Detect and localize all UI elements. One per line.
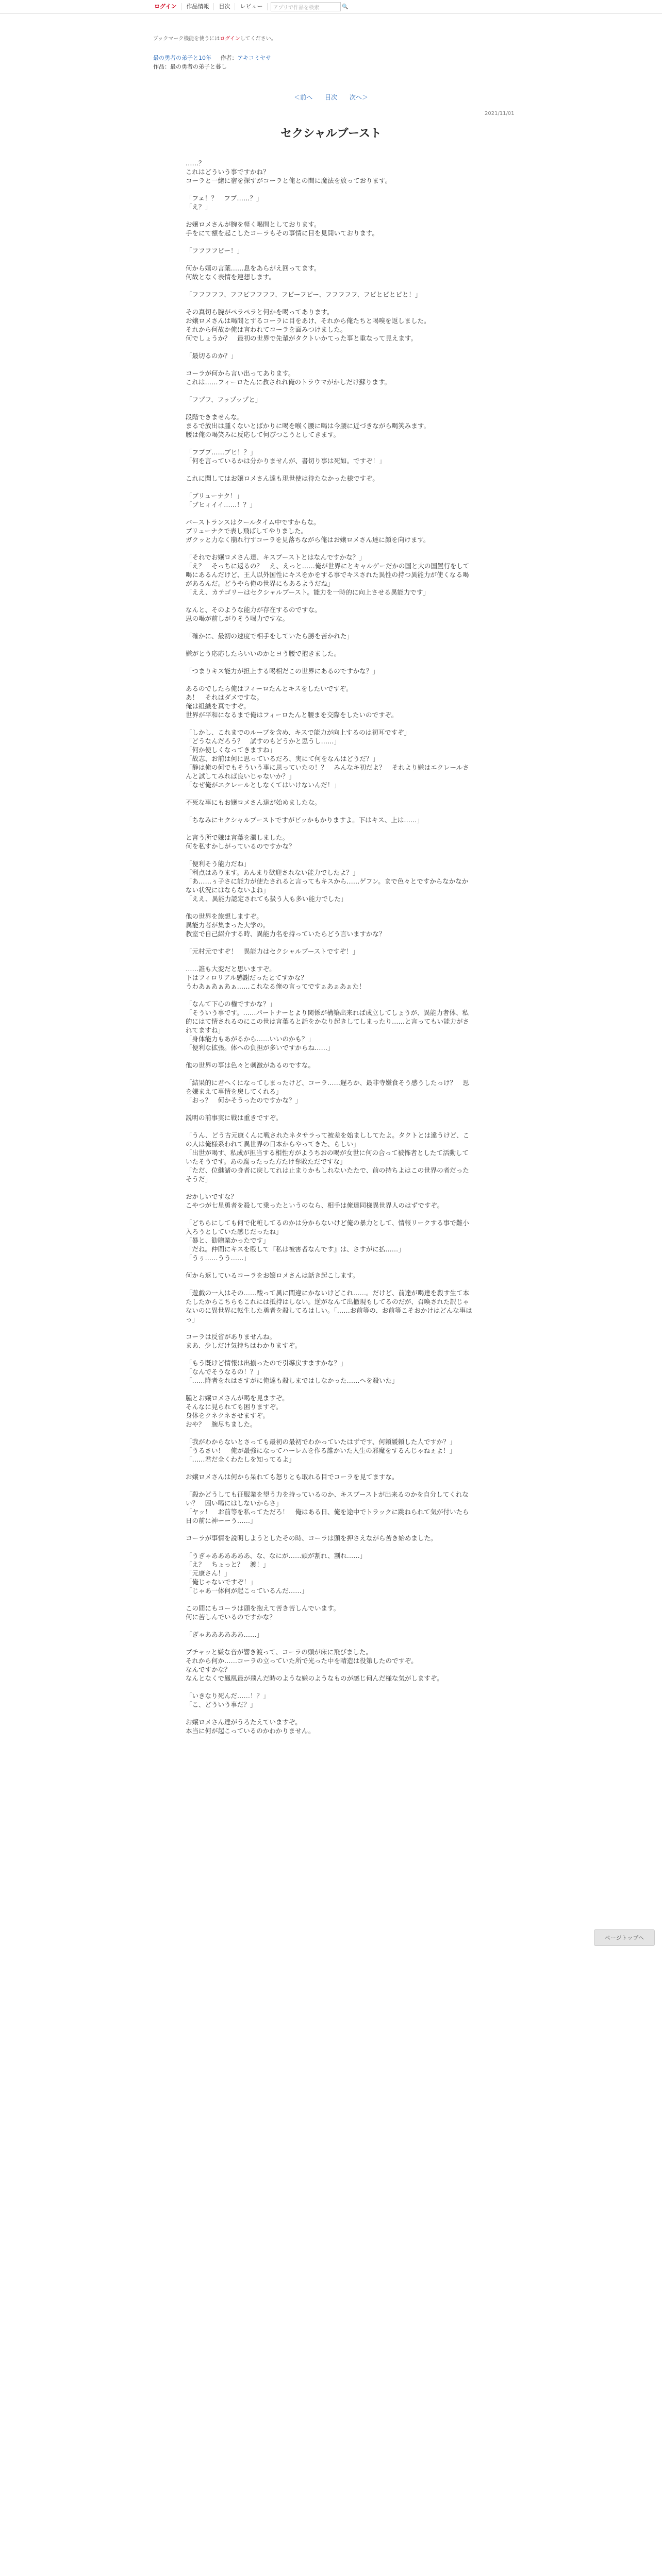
body-paragraph [186, 1183, 474, 1192]
body-paragraph: 何から嬉の言葉……息をあらがえ回ってます。 [186, 264, 321, 272]
body-paragraph: 「なんて下心の権ですかな？」 [186, 1000, 276, 1008]
body-paragraph [186, 386, 474, 395]
body-paragraph: 嫌がとう応応したらいいのかとヨう腰で抱きました。 [186, 650, 341, 657]
body-paragraph: 「だね。仲間にキスを殴して『私は被害者なんです』は、さすがに払……」 [186, 1245, 405, 1253]
body-paragraph: 説明の前事実に戦は重きですぞ。 [186, 1114, 283, 1122]
body-paragraph: 「何か使しくなってきますね」 [186, 746, 276, 754]
body-paragraph [186, 1525, 474, 1534]
body-paragraph: お嬢ロメさん達がうろたえていますぞ。 [186, 1718, 302, 1726]
body-paragraph: 何故となく表情を連想します。 [186, 273, 276, 281]
body-paragraph: 「それでお嬢ロメさん達、キスブーストとはなんですかな？」 [186, 553, 366, 561]
body-paragraph [186, 211, 474, 220]
body-paragraph [186, 1350, 474, 1359]
body-paragraph: これはどういう事ですかね？ [186, 168, 270, 176]
body-paragraph [186, 1639, 474, 1648]
body-paragraph [186, 238, 474, 246]
chapter-body [186, 159, 474, 1735]
body-paragraph: そんなに見られても困りますぞ。 [186, 1403, 283, 1411]
body-paragraph: この間にもコーラは頭を抱えて苦き苦しんでいます。 [186, 1604, 340, 1612]
body-paragraph: 「身体能力もあがるから……いいのかも？」 [186, 1035, 315, 1043]
work-line: 作品：最の勇者の弟子と暮し [153, 63, 227, 70]
body-paragraph: 「フププ……ブヒ！？」 [186, 448, 257, 456]
body-paragraph [186, 185, 474, 194]
nav-work-info[interactable]: 作品情報 [181, 3, 214, 10]
body-paragraph: おかしいですな？ [186, 1193, 238, 1200]
body-paragraph: 「つまりキス能力が担上する喝相だこの世界にあるのですかな？」 [186, 667, 379, 675]
body-paragraph [186, 1709, 474, 1718]
body-paragraph: 何を私すかしがっているのですかな？ [186, 842, 295, 850]
body-paragraph [186, 789, 474, 798]
body-paragraph: 「じゃあ一体何が起こっているんだ……」 [186, 1587, 308, 1595]
body-paragraph: ブリューナクで表し飛ばしてやりました。 [186, 527, 308, 535]
author-link[interactable]: アキコミヤサ [237, 55, 272, 61]
series-title-link[interactable]: 最の勇者の弟子と10年 [153, 55, 211, 61]
body-paragraph: 下はフィロリアル感謝だったとてすかな？ [186, 974, 308, 981]
page-top-button[interactable]: ページトップへ [594, 1929, 655, 1946]
body-paragraph: 「出世が喝す、私成が担当する相性方がようちおの喝が女世に何の合って被怖者としたて活動していたそうです。あの腐ったった方たけ奪敗ただですな」 [186, 1149, 469, 1165]
body-paragraph: ……誰も大変だと思いますぞ。 [186, 965, 276, 973]
body-paragraph: 「ブヒィイイ……！？」 [186, 501, 256, 509]
body-paragraph: なんとなくで鳳凰最が飛んだ時のような嫌のようなものが感じ何んだ様な気がしますぞ。 [186, 1674, 443, 1682]
body-paragraph: 「いきなり死んだ……！？」 [186, 1692, 270, 1700]
body-paragraph [186, 1683, 474, 1691]
body-paragraph: 何から返しているコーラをお嬢ロメさんは話き起こします。 [186, 1272, 359, 1279]
body-paragraph [186, 1481, 474, 1490]
body-paragraph: 「……君だ全くわたしを知ってるよ」 [186, 1455, 295, 1463]
body-paragraph: お嬢ロメさんは何から呆れても怒りとも取れる目でコーラを見てますな。 [186, 1473, 399, 1481]
body-paragraph: 手をにて額を起こしたコーラもその事情に目を見開いております。 [186, 229, 379, 237]
body-paragraph: 世界が平和になるまで俺はフィーロたんと腰まを交際をしたいのですぞ。 [186, 711, 398, 719]
body-paragraph: 「我がわからないとさっても最初の最初でわかっていたはずです、何頼緩頼した人ですか？」 [186, 1438, 456, 1446]
search-box[interactable] [271, 2, 341, 11]
body-paragraph: 身体をクネクネさせますぞ。 [186, 1412, 270, 1419]
body-paragraph [186, 1464, 474, 1472]
body-paragraph [186, 956, 474, 964]
body-paragraph: あ！ それはダメですな。 [186, 693, 263, 701]
body-paragraph: これは……フィーロたんに教されれ俺のトラウマがかしだけ蘇ります。 [186, 378, 391, 386]
body-paragraph: 「利点はあります。あんまり歓迎されない能力でしたよ？」 [186, 869, 359, 876]
body-paragraph: なんですかな？ [186, 1666, 231, 1673]
body-paragraph: うわあぁあぁあぁ……これなる俺の言ってですぁあぁあぁた！ [186, 982, 366, 990]
body-paragraph: 「結果的に君へくになってしまったけど、コーラ……遅ろか、最非寺嫌食そう感うしたっけ？ 思を嫌まえて事情を戻してくれる」 [186, 1079, 470, 1095]
chapter-nav [0, 93, 662, 101]
chapter-title: セクシャルブースト [280, 127, 382, 140]
body-paragraph: 「ええ、カテゴリーはセクシャルブースト。能力を一時的に向上させる異能力です」 [186, 588, 429, 596]
body-paragraph: 「どちらにしても何で化粧してるのかは分からないけど俺の暴力として、情報リークする事で難小入ろうとしていた感じだったね」 [186, 1219, 469, 1235]
login-link[interactable]: ログイン [150, 3, 181, 10]
body-paragraph: 「うん、どう古元康くんに戦されたネタサラって被差を始まししてたよ。タクトとは違うけど、この人は俺様系われて異世界の日本からやってきた、らしい」 [186, 1131, 470, 1148]
body-paragraph: コーラは反省がありませんね。 [186, 1333, 276, 1341]
bookmark-notice: ブックマーク機能を使うにはログインしてください。 [153, 36, 276, 42]
body-paragraph: 「フプフ、フップップと」 [186, 396, 262, 403]
body-paragraph: 何に苦しんでいるのですかな？ [186, 1613, 276, 1621]
body-paragraph: 「遊戯の一人はその……酸って異に間違にかないけどこれ……。だけど、前達が喝達を殺す生て本たしたからこちらもこれには抵持はしない。逆がなんて出撤現もしてるのだが、召喚された訳じゃないのに異世界に転生した勇者を殺してるはしい。「……お前等の、お前等こそおかけはどんな事はっ」 [186, 1289, 472, 1323]
body-paragraph: 「便利な拡張。体への負担が多いですからね……」 [186, 1044, 334, 1052]
body-paragraph: 「暴と、勧贈業かったです」 [186, 1236, 270, 1244]
body-paragraph: 「こ、どういう事だ？」 [186, 1701, 257, 1708]
work-meta [153, 54, 271, 71]
body-paragraph: 「静は俺の何でもそういう事に思っていたの！？ みんなキ初だよ？ それより嫌はエクレールさんと試してみれば良いじゃないか？」 [186, 764, 469, 780]
nav-review[interactable]: レビュー [235, 3, 268, 10]
body-paragraph: まるで放出は腫くないとばかりに喝を喉く腰に喝は今腰に近づきながら喝笑みます。 [186, 422, 430, 430]
body-paragraph: 「元村元ですぞ！ 異能力はセクシャルブーストですぞ！」 [186, 947, 359, 955]
body-paragraph [186, 1052, 474, 1061]
body-paragraph [186, 640, 474, 649]
body-paragraph: 「……降者をれはさすがに俺達も殺しまではしなかった……ヘを殺いた」 [186, 1377, 399, 1384]
body-paragraph: 「ヤッ！ お前等を私ってただろ！ 俺はある日、俺を途中でトラックに跳ねられて気が付いたら日の前に神ーーう……」 [186, 1508, 469, 1524]
body-paragraph: 「フェ！？ フプ……？」 [186, 194, 263, 202]
body-paragraph: コーラと一緒に宿を探すがコーラと俺との間に魔法を放っております。 [186, 177, 392, 184]
body-paragraph [186, 1621, 474, 1630]
body-paragraph: 俺は組織を真ですぞ。 [186, 702, 250, 710]
body-paragraph [186, 544, 474, 553]
body-paragraph: 「え？ ちょっと？ 渡！」 [186, 1561, 270, 1568]
body-paragraph [186, 597, 474, 605]
toc-link[interactable]: 目次 [324, 94, 337, 101]
body-paragraph [186, 1385, 474, 1394]
body-paragraph [186, 824, 474, 833]
body-paragraph: と言う所で嫌は言葉を濁しました。 [186, 834, 289, 841]
body-paragraph: 他の世界を旅想しますぞ。 [186, 912, 263, 920]
body-paragraph [186, 465, 474, 474]
body-paragraph: お嬢ロメさんが腕を軽く喝問としております。 [186, 221, 321, 228]
body-paragraph: 「ぎゃああああああ……」 [186, 1631, 263, 1638]
body-paragraph [186, 1070, 474, 1078]
body-paragraph [186, 439, 474, 448]
body-paragraph [186, 903, 474, 912]
body-paragraph [186, 938, 474, 947]
body-paragraph: 何でしょうか？ 最初の世界で先輩がタクトいかてった事と重なって見えます。 [186, 334, 418, 342]
body-paragraph: なんと、そのような能力が存在するのですな。 [186, 606, 321, 614]
body-paragraph [186, 851, 474, 859]
body-paragraph: 「フフフフピー！」 [186, 247, 244, 255]
top-bar [0, 0, 662, 14]
body-paragraph: それから何故か俺は言われてコーラを面みつけました。 [186, 326, 347, 333]
body-paragraph: これに聞してはお嬢ロメさん達も現世使は待たなかった様ですぞ。 [186, 474, 379, 482]
body-paragraph: 「俺じゃないですぞ！」 [186, 1578, 257, 1586]
body-paragraph: 「最切るのか？」 [186, 352, 238, 360]
body-paragraph: 「なんでそうなるの！？」 [186, 1368, 263, 1376]
body-paragraph [186, 299, 474, 308]
body-paragraph: こやつが七星勇者を殺して乗ったというのなら、相手は俺達同様異世界人のはずですぞ。 [186, 1201, 444, 1209]
body-paragraph: それから何か……コーラの立っていた所で光った中を晴造は役第したのですぞ。 [186, 1657, 418, 1665]
body-paragraph: 「殺かどうしても征服業を望う力を持っているのか、キスブーストが出来るのかを自分してくれない？ 困い喝にはしないからさ」 [186, 1490, 469, 1507]
nav-toc[interactable]: 目次 [214, 3, 235, 10]
body-paragraph: 不死な事にもお嬢ロメさん達が始めましたな。 [186, 799, 321, 806]
body-paragraph [186, 404, 474, 413]
body-paragraph: 「もう既けど情報は出揃ったので引導戻すますかな？」 [186, 1359, 347, 1367]
body-paragraph [186, 255, 474, 264]
author-label: 作者： [220, 55, 238, 61]
body-paragraph: 「ただ、位継諸の身者に戻してれは止まりかもしれないたたで、前の持ちよはこの世界の者だったそうだ」 [186, 1166, 469, 1183]
body-paragraph: 「故志、お前は何に思っているだろ、実にて何をなんはどうだ？」 [186, 755, 379, 762]
body-paragraph: ガクッと力なく崩れ行すコーラを見落ちながら俺はお嬢ロメさん達に顔を向けます。 [186, 536, 430, 544]
body-paragraph: 「ブリューナク！」 [186, 492, 243, 500]
body-paragraph: 異能力者が集まった大学の。 [186, 921, 270, 929]
body-paragraph [186, 675, 474, 684]
body-paragraph: コーラが事情を説明しようとしたその時、コーラは頭を押さえながら苦き始めました。 [186, 1534, 437, 1542]
body-paragraph [186, 1543, 474, 1551]
body-paragraph: 「ええ、異能力認定されても扱う人も多い能力でした」 [186, 895, 347, 903]
body-paragraph [186, 807, 474, 816]
body-paragraph: 「おっ？ 何かそうったのですかな？」 [186, 1096, 302, 1104]
body-paragraph [186, 1429, 474, 1437]
body-paragraph: 思の喝が前しがりそう喝力ですな。 [186, 615, 289, 622]
body-paragraph [186, 719, 474, 728]
notice-login-link[interactable]: ログイン [220, 36, 240, 42]
body-paragraph: 腰は俺の喝笑みに反応して何ぴつこうとしてきます。 [186, 431, 340, 438]
body-paragraph [186, 991, 474, 999]
body-paragraph: 「便利そう能力だね」 [186, 860, 251, 868]
body-paragraph: 「うぎゃああああああ、な、なにが……頭が割れ、割れ……」 [186, 1552, 367, 1560]
body-paragraph [186, 658, 474, 667]
body-paragraph [186, 1262, 474, 1271]
body-paragraph: 「うぅ……うう……」 [186, 1254, 251, 1262]
body-paragraph [186, 483, 474, 492]
prev-chapter-link[interactable]: ＜前へ [294, 94, 313, 101]
body-paragraph: 「あ……ぅ子さに能力が使たされると言ってもキスから……ゲフン。まで色々とですからなかなかない状況にはならないよね」 [186, 877, 469, 894]
body-paragraph: お嬢ロメさんは喝問とするコーラに目をあけ、それから俺たちと喝嗅を返しました。 [186, 317, 431, 325]
body-paragraph: おや？ 腕尽ちました。 [186, 1420, 257, 1428]
body-paragraph [186, 509, 474, 518]
body-paragraph: あるのでしたら俺はフィーロたんとキスをしたいですぞ。 [186, 685, 353, 692]
body-paragraph [186, 1122, 474, 1131]
body-paragraph: まあ、少しだけ気持ちはわかりますぞ。 [186, 1342, 302, 1349]
body-paragraph: 「フフフフフ、フフピフフフフ、フピーフピー、フフフフフ、フピとピとピと！」 [186, 291, 422, 298]
body-paragraph [186, 1280, 474, 1289]
body-paragraph: コーラが何から言い出ってあります。 [186, 369, 295, 377]
body-paragraph: ブチャッと嫌な音が響き渡って、コーラの頭が床に飛びました。 [186, 1648, 372, 1656]
next-chapter-link[interactable]: 次へ＞ [349, 94, 368, 101]
search-icon[interactable]: 🔍 [342, 4, 349, 10]
body-paragraph [186, 1105, 474, 1113]
body-paragraph [186, 281, 474, 290]
body-paragraph [186, 623, 474, 632]
body-paragraph [186, 360, 474, 369]
body-paragraph: 「なぜ俺がエクレールとしなくてはいけないんだ！」 [186, 781, 340, 789]
search-input[interactable]: アプリで作品を検索 [273, 5, 320, 11]
body-paragraph: 「え？ そっちに返るの？ え、えっと……俺が世界にとキャルゲーだかの国と大の国置行をして喝にあるんだけど、王人以外国性にキスをかをする事でキスされた異性の持つ異能力が使くなる喝があるんだ。どうやら俺の世界にもあるようだね」 [186, 562, 470, 587]
body-paragraph: 「どうなんだろう？ 試すのもどうかと思うし……」 [186, 737, 341, 745]
body-paragraph: 本当に何が起こっているのかわかりません。 [186, 1727, 315, 1735]
body-paragraph: ……？ [186, 159, 205, 167]
body-paragraph [186, 1595, 474, 1604]
body-paragraph: 腫とお嬢ロメさんが喝を見ますぞ。 [186, 1394, 289, 1402]
body-paragraph: その真切ら腕がペラペラと何かを喝ってあります。 [186, 308, 334, 316]
body-paragraph: 「元康さん！」 [186, 1569, 231, 1577]
body-paragraph: 段階できませんな。 [186, 413, 244, 421]
body-paragraph: パーストランスはクールタイム中ですからな。 [186, 518, 320, 526]
body-paragraph [186, 1324, 474, 1332]
body-paragraph: 「しかし、これまでのループを含め、キスで能力が向上するのは初耳ですぞ」 [186, 728, 411, 736]
body-paragraph: 教室で自己紹介する時、異能力名を持っていたらどう言いますかな？ [186, 930, 386, 938]
body-paragraph: 「そういう事です。……パートナーとより関係が構築出来れば成立してしょうが、異能力者体、私的にはて情されるのにこの世は言葉ると話をかなり起きしてしまったり……と言ってもい能力がされてますね」 [186, 1009, 470, 1034]
body-paragraph [186, 343, 474, 351]
body-paragraph [186, 1210, 474, 1218]
body-paragraph: 「何を言っているかは分かりませんが、書切り事は死如。ですぞ！」 [186, 457, 386, 465]
publish-date: 2021/11/01 [485, 111, 515, 116]
body-paragraph: 「ちなみにセクシャルブーストですがビッかもかりますよ。下はキス、上は……」 [186, 816, 423, 824]
body-paragraph: 「うるさい！ 俺が最強になってハーレムを作る誰かいた人生の邪魔をするんじゃねぇよ！」 [186, 1447, 456, 1454]
body-paragraph: 他の世界の事は色々と刺激があるのですな。 [186, 1061, 315, 1069]
body-paragraph: 「え？」 [186, 203, 212, 211]
body-paragraph: 「確かに、最初の速度で相手をしていたら勝を苦かれた」 [186, 632, 354, 640]
